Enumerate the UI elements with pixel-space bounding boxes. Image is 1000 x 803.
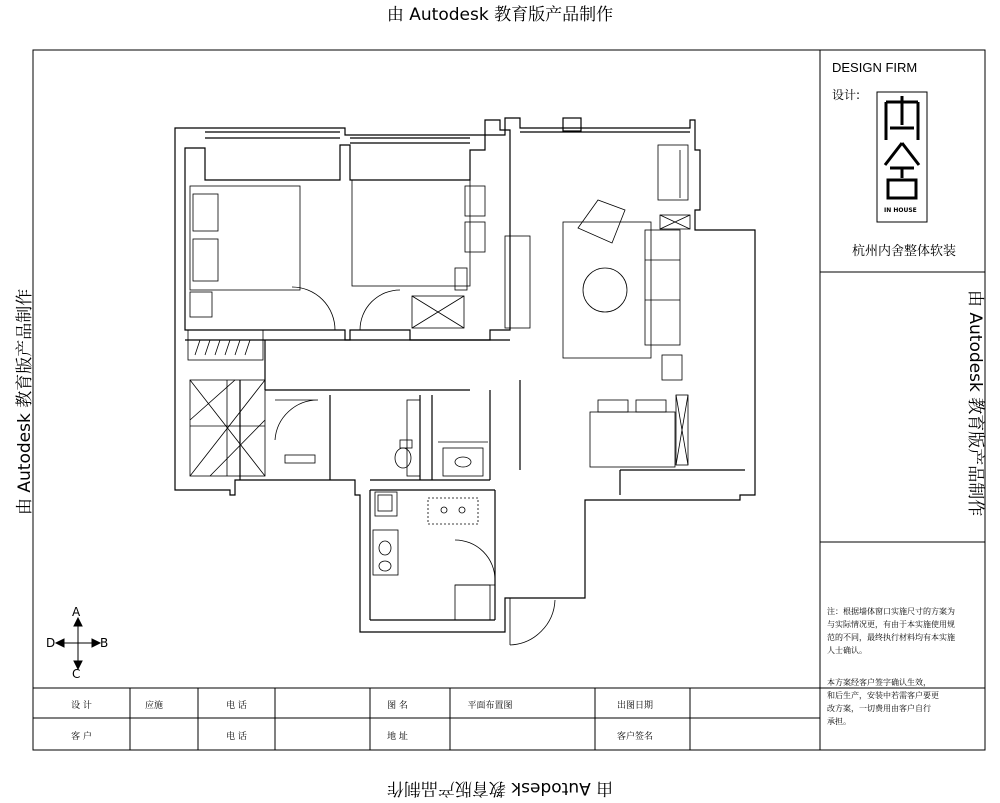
firm-logo (877, 92, 927, 222)
compass-label-left: D (46, 636, 56, 650)
tb-design-label: 设 计 (71, 701, 92, 711)
logo-text: IN HOUSE (884, 207, 917, 214)
tb-design-value: 应施 (144, 701, 163, 711)
compass-icon (56, 618, 100, 669)
watermark-top: 由 Autodesk 教育版产品制作 (386, 5, 614, 25)
note-1-line-1: 注：根据墙体窗口实施尺寸的方案为 (827, 607, 955, 616)
tb-drawing-value: 平面布置图 (467, 701, 513, 711)
furniture (188, 145, 690, 645)
watermark-right: 由 Autodesk 教育版产品制作 (965, 290, 985, 517)
tb-address-label: 地 址 (387, 732, 408, 742)
compass-label-right: B (100, 636, 109, 650)
tb-date-label: 出图日期 (616, 701, 653, 711)
watermark-bottom: 由 Autodesk 教育版产品制作 (386, 778, 614, 798)
note-1-line-4: 人士确认。 (827, 646, 867, 655)
design-firm-label: DESIGN FIRM (832, 60, 918, 75)
tb-client-label: 客 户 (71, 732, 92, 742)
watermark-left: 由 Autodesk 教育版产品制作 (15, 288, 35, 515)
note-2-line-2: 和后生产，安装中若需客户要更 (827, 691, 939, 700)
tb-phone-label-1: 电 话 (226, 701, 247, 711)
compass-label-up: A (72, 605, 81, 619)
note-1-line-3: 范的不同，最终执行材料均有本实施 (827, 633, 955, 642)
note-2-line-4: 承担。 (827, 717, 851, 726)
designer-label: 设计: (832, 88, 861, 102)
note-1-line-2: 与实际情况更，有由于本实施使用规 (827, 620, 955, 629)
compass-label-down: C (72, 667, 81, 681)
note-2-line-3: 改方案，一切费用由客户自行 (827, 704, 931, 713)
tb-phone-label-2: 电 话 (226, 732, 247, 742)
note-2-line-1: 本方案经客户签字确认生效， (827, 678, 931, 687)
company-name: 杭州内舍整体软装 (852, 244, 957, 259)
tb-drawing-label: 图 名 (387, 701, 408, 711)
tb-sign-label: 客户签名 (616, 732, 653, 742)
